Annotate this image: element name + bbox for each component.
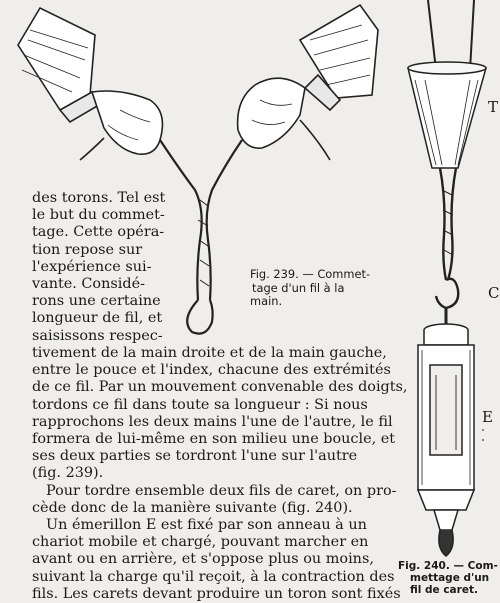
caption-line: mettage d'un: [410, 572, 490, 584]
wide-text-column: [32, 345, 408, 603]
text-line: saisissons respec-: [32, 327, 163, 344]
text-line: Un émerillon E est fixé par son anneau à un: [46, 517, 367, 534]
caption-line: main.: [250, 294, 283, 309]
text-line: rapprochons les deux mains l'une de l'autre, le fil: [32, 413, 393, 430]
text-line: cède donc de la manière suivante (fig. 240).: [32, 499, 353, 516]
text-line: rons une certaine: [32, 293, 161, 310]
figure-239-caption: [250, 268, 400, 309]
text-line: (fig. 239).: [32, 465, 104, 482]
text-line: chariot mobile et chargé, pouvant marcher en: [32, 534, 369, 551]
figure-240-caption: [398, 560, 500, 596]
text-line: des torons. Tel est: [32, 190, 166, 206]
caption-line: tage d'un fil à la: [252, 280, 345, 295]
text-line: ses deux parties se tordront l'une sur l'autre: [32, 448, 358, 465]
caption-line: Fig. 239. — Commet-: [250, 267, 371, 281]
text-line: suivant la charge qu'il reçoit, à la contraction des: [32, 568, 395, 585]
text-line: tivement de la main droite et de la main gauche,: [32, 345, 387, 361]
text-line: longueur de fil, et: [32, 310, 163, 327]
caption-line: fil de caret.: [410, 584, 478, 596]
text-line: l'expérience sui-: [32, 258, 152, 275]
text-line: tion repose sur: [32, 241, 143, 258]
figure-240-label-c: C: [488, 284, 500, 302]
text-line: fils. Les carets devant produire un toron sont fixés: [32, 585, 401, 602]
narrow-text-column: [32, 190, 167, 345]
figure-240-label-e: E: [482, 408, 493, 426]
text-line: tage. Cette opéra-: [32, 224, 165, 241]
figure-240-label-t: T: [488, 98, 499, 116]
text-line: vante. Considé-: [32, 276, 145, 293]
text-line: entre le pouce et l'index, chacune des extrémités: [32, 362, 391, 379]
text-line: Pour tordre ensemble deux fils de caret, on pro-: [46, 482, 397, 499]
text-line: avant ou en arrière, et s'oppose plus ou moins,: [32, 551, 374, 568]
text-line: tordons ce fil dans toute sa longueur : Si nous: [32, 396, 368, 413]
text-line: de ce fil. Par un mouvement convenable des doigts,: [32, 379, 408, 396]
text-line: le but du commet-: [32, 207, 165, 224]
text-line: formera de lui-même en son milieu une boucle, et: [32, 431, 396, 448]
caption-line: Fig. 240. — Com-: [398, 560, 498, 572]
